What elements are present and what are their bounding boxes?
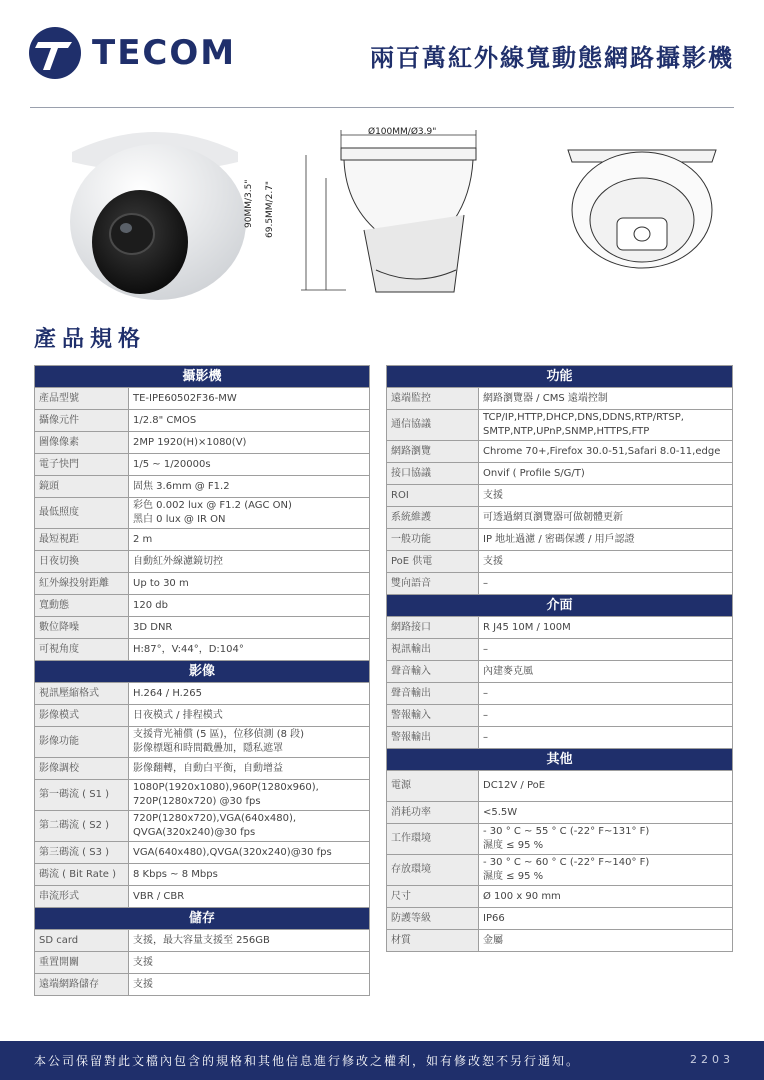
spec-label: 通信協議 [387,410,479,441]
spec-label: 聲音輸出 [387,683,479,705]
spec-label: 攝像元件 [35,410,129,432]
spec-label: 視訊輸出 [387,639,479,661]
spec-label: 碼流 ( Bit Rate ) [35,864,129,886]
spec-label: 接口協議 [387,463,479,485]
brand-logo [28,26,236,80]
spec-label: 日夜切換 [35,551,129,573]
spec-value: 網路瀏覽器 / CMS 遠端控制 [479,388,733,410]
header-divider [30,107,734,108]
spec-label: 材質 [387,930,479,952]
interface-header: 介面 [387,595,733,617]
spec-label: SD card [35,930,129,952]
spec-value: TE-IPE60502F36-MW [129,388,370,410]
right-spec-table [386,365,733,952]
spec-value: 3D DNR [129,617,370,639]
page-header [0,0,764,108]
left-spec-table [34,365,370,996]
spec-value [129,780,370,811]
spec-value: – [479,683,733,705]
spec-label: 可視角度 [35,639,129,661]
spec-value-line: 彩色 0.002 lux @ F1.2 (AGC ON) [133,500,292,511]
spec-value: VGA(640x480),QVGA(320x240)@30 fps [129,842,370,864]
tecom-logo-icon [28,26,82,80]
spec-label: 影像模式 [35,705,129,727]
spec-label: 尺寸 [387,886,479,908]
spec-value: 1/5 ~ 1/20000s [129,454,370,476]
spec-value [479,824,733,855]
spec-value-line: 720P(1280x720),VGA(640x480), [133,813,297,824]
front-view-drawing [562,140,722,275]
spec-value: 120 db [129,595,370,617]
spec-label: PoE 供電 [387,551,479,573]
spec-value: 支援 [479,551,733,573]
spec-value: IP66 [479,908,733,930]
spec-value: IP 地址過濾 / 密碼保護 / 用戶認證 [479,529,733,551]
spec-value: 支援，最大容量支援至 256GB [129,930,370,952]
spec-label: 消耗功率 [387,802,479,824]
spec-value-line: 影像標題和時間戳疊加，隱私遮罩 [133,743,283,754]
spec-value: 影像翻轉，自動白平衡，自動增益 [129,758,370,780]
spec-label: 聲音輸入 [387,661,479,683]
spec-value [129,811,370,842]
spec-value-line: 濕度 ≤ 95 % [483,871,544,882]
spec-label: 警報輸入 [387,705,479,727]
spec-value: Chrome 70+,Firefox 30.0-51,Safari 8.0-11,edge [479,441,733,463]
side-view-drawing [286,120,486,310]
spec-value: – [479,573,733,595]
spec-value: VBR / CBR [129,886,370,908]
spec-label: 第一碼流 ( S1 ) [35,780,129,811]
spec-label: 警報輸出 [387,727,479,749]
spec-value [129,498,370,529]
width-dimension-label: Ø100MM/Ø3.9" [368,127,437,137]
footer-notice: 本公司保留對此文檔內包含的規格和其他信息進行修改之權利，如有修改恕不另行通知。 [34,1054,581,1068]
spec-value: DC12V / PoE [479,771,733,802]
spec-value-line: 支援背光補償 (5 區)，位移偵測 (8 段) [133,729,305,740]
spec-label: 電子快門 [35,454,129,476]
spec-value: 1/2.8" CMOS [129,410,370,432]
spec-value [479,410,733,441]
spec-value-line: SMTP,NTP,UPnP,SNMP,HTTPS,FTP [483,426,650,437]
spec-value-line: 濕度 ≤ 95 % [483,840,544,851]
document-code: 2203 [690,1053,734,1066]
page-footer [0,1041,764,1080]
spec-label: 圖像像素 [35,432,129,454]
section-title: 產品規格 [34,327,147,352]
spec-label: 視訊壓縮格式 [35,683,129,705]
spec-label: 工作環境 [387,824,479,855]
spec-value: <5.5W [479,802,733,824]
spec-value: 可透過網頁瀏覽器可做韌體更新 [479,507,733,529]
spec-label: 雙向語音 [387,573,479,595]
spec-value: H:87°，V:44°，D:104° [129,639,370,661]
spec-label: 第二碼流 ( S2 ) [35,811,129,842]
spec-label: 遠端網路儲存 [35,974,129,996]
spec-value: 8 Kbps ~ 8 Mbps [129,864,370,886]
spec-label: 第三碼流 ( S3 ) [35,842,129,864]
spec-label: 最低照度 [35,498,129,529]
spec-label: 紅外線投射距離 [35,573,129,595]
spec-value: Onvif ( Profile S/G/T) [479,463,733,485]
spec-value-line: - 30 ° C ~ 55 ° C (-22° F~131° F) [483,826,650,837]
spec-label: ROI [387,485,479,507]
spec-label: 產品型號 [35,388,129,410]
spec-value: 支援 [479,485,733,507]
spec-label: 存放環境 [387,855,479,886]
spec-value: H.264 / H.265 [129,683,370,705]
spec-label: 網路接口 [387,617,479,639]
spec-label: 電源 [387,771,479,802]
spec-label: 寬動態 [35,595,129,617]
spec-label: 一般功能 [387,529,479,551]
spec-value-line: 1080P(1920x1080),960P(1280x960), [133,782,319,793]
spec-value: Up to 30 m [129,573,370,595]
spec-label: 防護等級 [387,908,479,930]
spec-value: 2 m [129,529,370,551]
spec-value-line: TCP/IP,HTTP,DHCP,DNS,DDNS,RTP/RTSP, [483,412,684,423]
spec-value: 2MP 1920(H)×1080(V) [129,432,370,454]
spec-value: 日夜模式 / 排程模式 [129,705,370,727]
spec-value-line: QVGA(320x240)@30 fps [133,827,256,838]
spec-label: 網路瀏覽 [387,441,479,463]
spec-label: 最短視距 [35,529,129,551]
height-dimension-label-2: 69.5MM/2.7" [265,180,275,238]
spec-value [479,855,733,886]
spec-value-line: - 30 ° C ~ 60 ° C (-22° F~140° F) [483,857,650,868]
other-header: 其他 [387,749,733,771]
image-header: 影像 [35,661,370,683]
spec-label: 重置開關 [35,952,129,974]
spec-value: 支援 [129,952,370,974]
spec-value: – [479,639,733,661]
spec-value [129,727,370,758]
spec-value: R J45 10M / 100M [479,617,733,639]
spec-label: 串流形式 [35,886,129,908]
height-dimension-label: 90MM/3.5" [244,179,254,228]
spec-value: 內建麥克風 [479,661,733,683]
spec-label: 系統維護 [387,507,479,529]
spec-label: 數位降噪 [35,617,129,639]
function-header: 功能 [387,366,733,388]
spec-label: 鏡頭 [35,476,129,498]
spec-value-line: 黑白 0 lux @ IR ON [133,514,226,525]
spec-label: 遠端監控 [387,388,479,410]
spec-value: 金屬 [479,930,733,952]
brand-name: TECOM [92,33,237,73]
spec-value: 支援 [129,974,370,996]
spec-label: 影像功能 [35,727,129,758]
spec-value: Ø 100 x 90 mm [479,886,733,908]
camera-photo [60,122,250,312]
page-title: 兩百萬紅外線寬動態網路攝影機 [370,44,734,72]
storage-header: 儲存 [35,908,370,930]
spec-value: 自動紅外線濾鏡切控 [129,551,370,573]
spec-value: 固焦 3.6mm @ F1.2 [129,476,370,498]
spec-value: – [479,705,733,727]
spec-value-line: 720P(1280x720) @30 fps [133,796,261,807]
spec-label: 影像調校 [35,758,129,780]
spec-value: – [479,727,733,749]
camera-header: 攝影機 [35,366,370,388]
